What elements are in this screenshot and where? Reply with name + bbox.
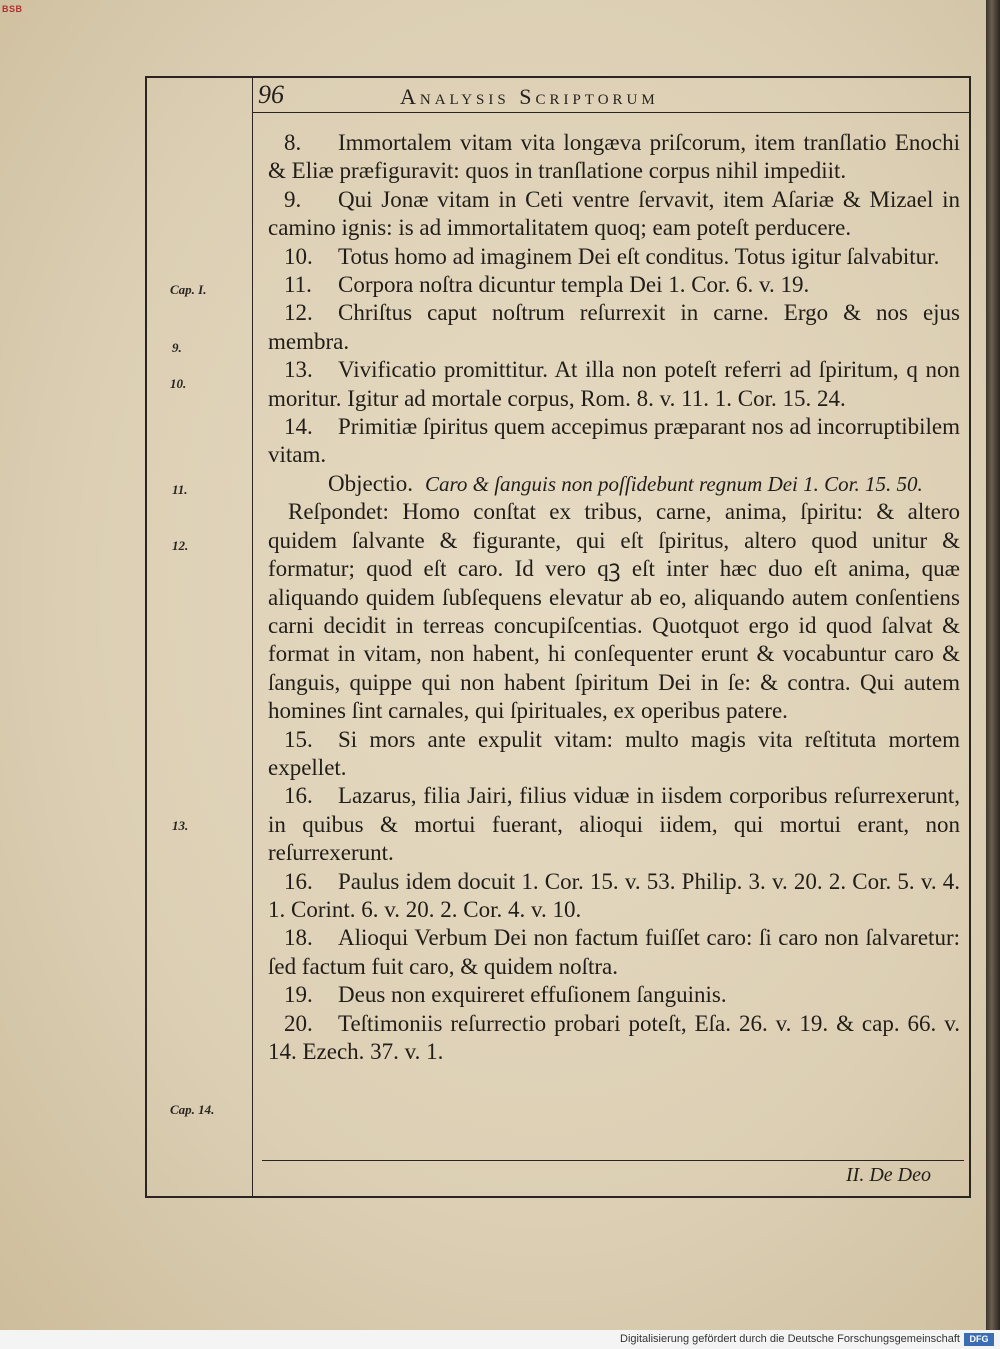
margin-note: Cap. 14. <box>170 1102 215 1117</box>
margin-note: 12. <box>172 538 189 553</box>
paragraph-number: 20. <box>284 1010 313 1036</box>
paragraph <box>268 129 960 186</box>
paragraph <box>268 782 960 867</box>
paragraph-text: Teſtimoniis reſurrectio probari poteſt, Eſa. 26. v. 19. & cap. 66. v. 14. Ezech. 37. v. 1. <box>268 1010 960 1064</box>
book-edge <box>986 0 1000 1330</box>
paragraph-number: 15. <box>284 726 313 752</box>
objectio-text: Caro & ſanguis non poſſidebunt regnum Dei 1. Cor. 15. 50. <box>424 471 923 496</box>
paragraph-number: 10. <box>284 243 313 269</box>
margin-note: 9. <box>172 340 182 355</box>
frame-rule-left <box>145 76 147 1198</box>
margin-note: 11. <box>172 482 188 497</box>
paragraph-text: Si mors ante expulit vitam: multo magis vita reſtituta mortem expellet. <box>268 726 960 780</box>
paragraph-number: 11. <box>284 272 312 298</box>
paragraph-number: 13. <box>284 357 313 383</box>
respondet-paragraph: Reſpondet: Homo conſtat ex tribus, carne, anima, ſpiritu: & altero quidem ſalvante & figurante, qui eſt ſpiritus, altero quod unitur & formatur; quod eſt caro. Id vero qꝫ eſt inter hæc duo eſt anima, quæ aliquando quidem ſubſequens elevatur ab eo, aliquando autem conſentiens carni decidit in terreas concupiſcentias. Quotquot ergo id quod ſalvat & format in vitam, non habent, hi conſequenter erunt & vocabuntur caro & ſanguis, quippe qui non habent ſpiritum Dei in ſe: & contra. Qui autem homines ſint carnales, qui ſpirituales, ex operibus patere. <box>268 499 960 724</box>
paragraph <box>268 356 960 413</box>
paragraph-text: Deus non exquireret effuſionem ſanguinis. <box>338 982 727 1008</box>
margin-column-rule <box>252 76 253 1198</box>
header-rule <box>252 112 969 113</box>
margin-note: 13. <box>172 818 189 833</box>
paragraph-number: 8. <box>284 130 302 155</box>
paragraph-text: Immortalem vitam vita longæva priſcorum, item tranſlatio Enochi & Eliæ præfiguravit: quos in tranſlatione corpus nihil impediit. <box>268 130 960 184</box>
paragraph-number: 16. <box>284 783 313 809</box>
page-number: 96 <box>258 80 284 109</box>
running-head: Analysis Scriptorum <box>400 84 659 109</box>
paragraph-number: 12. <box>284 300 313 326</box>
frame-rule-bottom <box>145 1196 971 1198</box>
body-text <box>268 129 960 1066</box>
catchword: II. De Deo <box>846 1164 931 1186</box>
paragraph <box>268 299 960 356</box>
library-mark: BSB <box>2 4 23 14</box>
paragraph <box>268 186 960 243</box>
footer-credit: Digitalisierung gefördert durch die Deutsche Forschungsgemeinschaft <box>620 1333 960 1345</box>
objectio-label: Objectio. <box>328 470 413 496</box>
objectio <box>268 470 960 498</box>
margin-note: 10. <box>170 376 187 391</box>
paragraph-number: 14. <box>284 414 313 440</box>
paragraph <box>268 981 960 1009</box>
paragraph-number: 19. <box>284 982 313 1008</box>
digitization-footer <box>0 1330 1000 1349</box>
paragraph-text: Corpora noſtra dicuntur templa Dei 1. Cor. 6. v. 19. <box>338 272 810 298</box>
paragraph-text: Lazarus, filia Jairi, filius viduæ in iisdem corporibus reſurrexerunt, in quibus & mortui fuerant, alioqui iidem, qui mortui erant, non reſurrexerunt. <box>268 783 960 866</box>
paragraph <box>268 413 960 470</box>
dfg-logo-icon: DFG <box>964 1333 994 1346</box>
frame-rule-top <box>145 76 971 78</box>
paragraph <box>268 726 960 783</box>
margin-note: Cap. I. <box>170 282 207 297</box>
paragraph-text: Totus homo ad imaginem Dei eſt conditus. Totus igitur ſalvabitur. <box>338 243 940 269</box>
paragraph <box>268 1010 960 1067</box>
footer-rule <box>262 1160 964 1161</box>
paragraph-text: Alioqui Verbum Dei non factum fuiſſet caro: ſi caro non ſalvaretur: ſed factum fuit caro, & quidem noſtra. <box>268 925 960 979</box>
paragraph-number: 18. <box>284 925 313 951</box>
paragraph <box>268 868 960 925</box>
paragraph-text: Qui Jonæ vitam in Ceti ventre ſervavit, item Aſariæ & Mizael in camino ignis: is ad immortalitatem quoq; eam poteſt perducere. <box>268 186 960 241</box>
paragraph-number: 9. <box>284 186 302 212</box>
paragraph-text: Paulus idem docuit 1. Cor. 15. v. 53. Philip. 3. v. 20. 2. Cor. 5. v. 4. 1. Corint. 6. v. 20. 2. Cor. 4. v. 10. <box>268 868 960 922</box>
paragraph-text: Chriſtus caput noſtrum reſurrexit in carne. Ergo & nos ejus membra. <box>268 300 960 354</box>
paragraph-text: Vivificatio promittitur. At illa non poteſt referri ad ſpiritum, q non moritur. Igitur ad mortale corpus, Rom. 8. v. 11. 1. Cor. 15. 24. <box>268 357 960 411</box>
paragraph <box>268 243 960 271</box>
paragraph <box>268 924 960 981</box>
frame-rule-right <box>969 76 971 1198</box>
paragraph-number: 16. <box>284 868 313 894</box>
paragraph-text: Primitiæ ſpiritus quem accepimus præparant nos ad incorruptibilem vitam. <box>268 414 960 468</box>
paragraph <box>268 271 960 299</box>
